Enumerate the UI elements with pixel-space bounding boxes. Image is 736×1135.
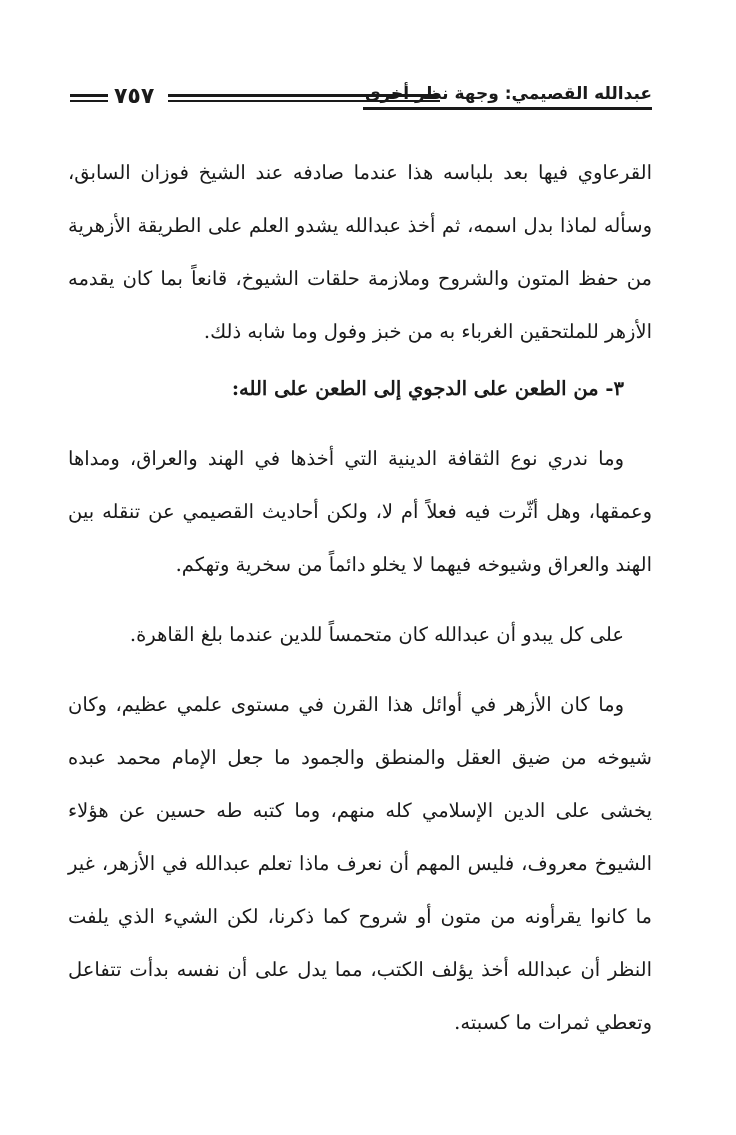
paragraph-4: وما كان الأزهر في أوائل هذا القرن في مستوى علمي عظيم، وكان شيوخه من ضيق العقل والمنطق والجمود ما جعل الإمام محمد عبده يخشى على الدين الإسلامي كله منهم، وما كتبه طه حسين عن هؤلاء الشيوخ معروف، فليس المهم أن نعرف ماذا تعلم عبدالله في الأزهر، غير ما كانوا يقرأونه من متون أو شروح كما ذكرنا، لكن الشيء الذي يلفت النظر أن عبدالله أخذ يؤلف الكتب، مما يدل على أن نفسه بدأت تتفاعل وتعطي ثمرات ما كسبته. bbox=[68, 693, 652, 1034]
running-title: عبدالله القصيمي: وجهة نظر أخرى bbox=[364, 84, 652, 104]
page-number: ٧٥٧ bbox=[114, 84, 155, 109]
header-rule-left bbox=[70, 94, 108, 102]
section-heading: ٣- من الطعن على الدجوي إلى الطعن على الله: bbox=[231, 377, 624, 400]
page-body bbox=[68, 146, 652, 1049]
paragraph-2: وما ندري نوع الثقافة الدينية التي أخذها في الهند والعراق، ومداها وعمقها، وهل أثّرت فيه فعلاً أم لا، ولكن أحاديث القصيمي عن تنقله بين الهند والعراق وشيوخه فيهما لا يخلو دائماً من سخرية وتهكم. bbox=[68, 447, 652, 576]
paragraph-1: القرعاوي فيها بعد بلباسه هذا عندما صادفه عند الشيخ فوزان السابق، وسأله لماذا بدل اسمه، ثم أخذ عبدالله يشدو العلم على الطريقة الأزهرية من حفظ المتون والشروح وملازمة حلقات الشيوخ، قانعاً بما كان يقدمه الأزهر للملتحقين الغرباء به من خبز وفول وما شابه ذلك. bbox=[68, 161, 652, 343]
page-header bbox=[70, 78, 652, 118]
paragraph-3: على كل يبدو أن عبدالله كان متحمساً للدين عندما بلغ القاهرة. bbox=[129, 623, 624, 646]
